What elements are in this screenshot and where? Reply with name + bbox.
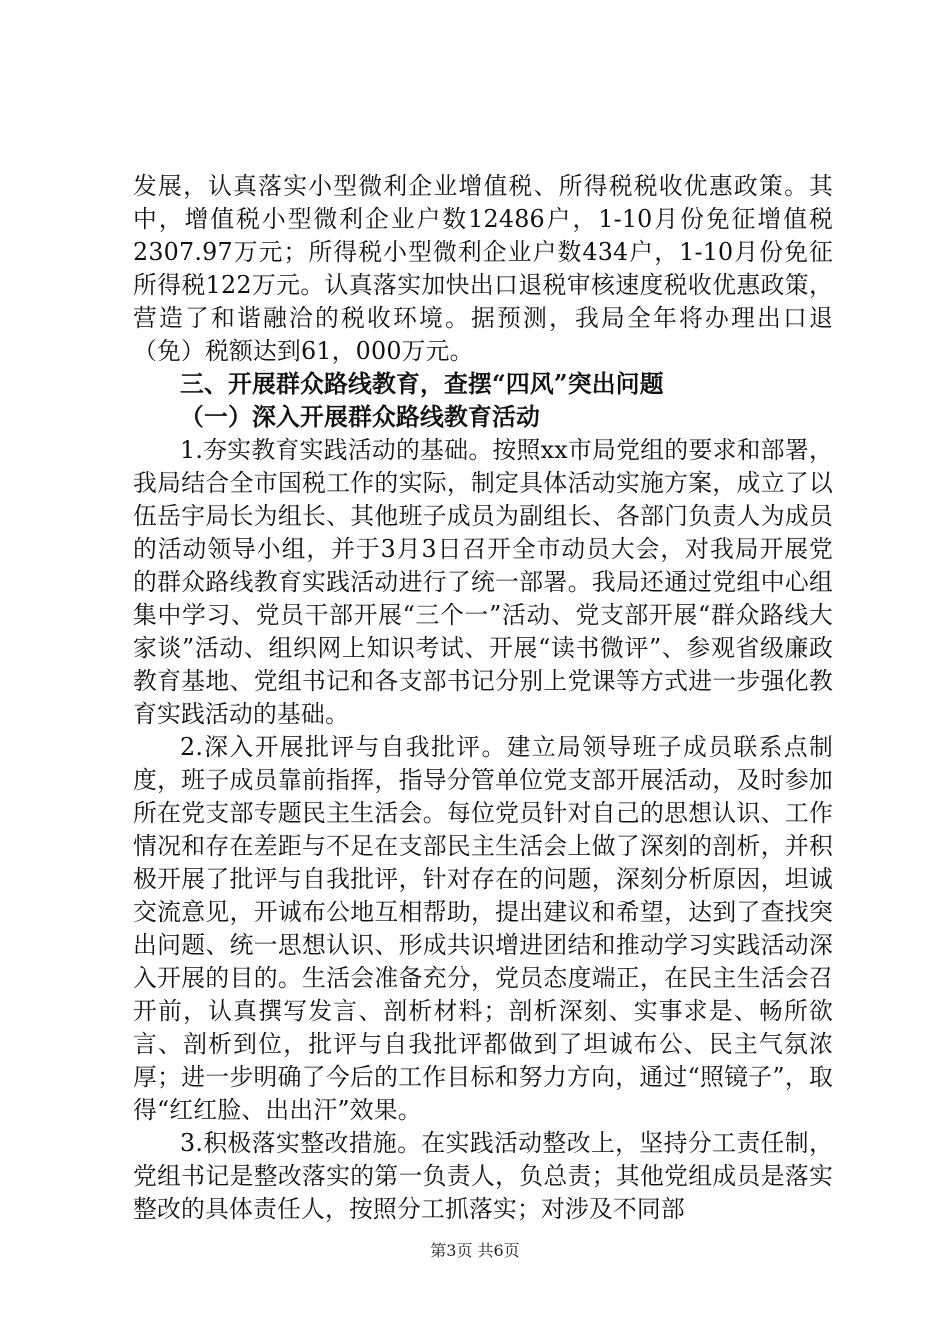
section-heading-three: 三、开展群众路线教育，查摆“四风”突出问题 <box>180 370 664 398</box>
page-number-footer: 第3页 共6页 <box>430 1241 520 1260</box>
paragraph-item-2: 2.深入开展批评与自我批评。建立局领导班子成员联系点制度，班子成员靠前指挥，指导分管单位党支部开展活动，及时参加所在党支部专题民主生活会。每位党员针对自己的思想认识、工作情况和存在差距与不足在支部民主生活会上做了深刻的剖析，并积极开展了批评与自我批评，针对存在的问题，深刻分析原因，坦诚交流意见，开诚布公地互相帮助，提出建议和希望，达到了查找突出问题、统一思想认识、形成共识增进团结和推动学习实践活动深入开展的目的。生活会准备充分，党员态度端正，在民主生活会召开前，认真撰写发言、剖析材料；剖析深刻、实事求是、畅所欲言、剖析到位，批评与自我批评都做到了坦诚布公、民主气氛浓厚；进一步明确了今后的工作目标和努力方向，通过“照镜子”，取得“红红脸、出出汗”效果。 <box>133 733 833 1124</box>
paragraph-item-1: 1.夯实教育实践活动的基础。按照xx市局党组的要求和部署，我局结合全市国税工作的实际，制定具体活动实施方案，成立了以伍岳宇局长为组长、其他班子成员为副组长、各部门负责人为成员的活动领导小组，并于3月3日召开全市动员大会，对我局开展党的群众路线教育实践活动进行了统一部署。我局还通过党组中心组集中学习、党员干部开展“三个一”活动、党支部开展“群众路线大家谈”活动、组织网上知识考试、开展“读书微评”、参观省级廉政教育基地、党组书记和各支部书记分别上党课等方式进一步强化教育实践活动的基础。 <box>133 436 833 728</box>
subsection-heading-one: （一）深入开展群众路线教育活动 <box>180 403 540 431</box>
document-body <box>133 170 833 1226</box>
paragraph-tax-preferential-policy: 发展，认真落实小型微利企业增值税、所得税税收优惠政策。其中，增值税小型微利企业户数12486户，1-10月份免征增值税2307.97万元；所得税小型微利企业户数434户，1-10月份免征所得税122万元。认真落实加快出口退税审核速度税收优惠政策，营造了和谐融洽的税收环境。据预测，我局全年将办理出口退（免）税额达到61，000万元。 <box>133 172 833 365</box>
paragraph-item-3: 3.积极落实整改措施。在实践活动整改上，坚持分工责任制，党组书记是整改落实的第一负责人，负总责；其他党组成员是落实整改的具体责任人，按照分工抓落实；对涉及不同部 <box>133 1129 833 1223</box>
